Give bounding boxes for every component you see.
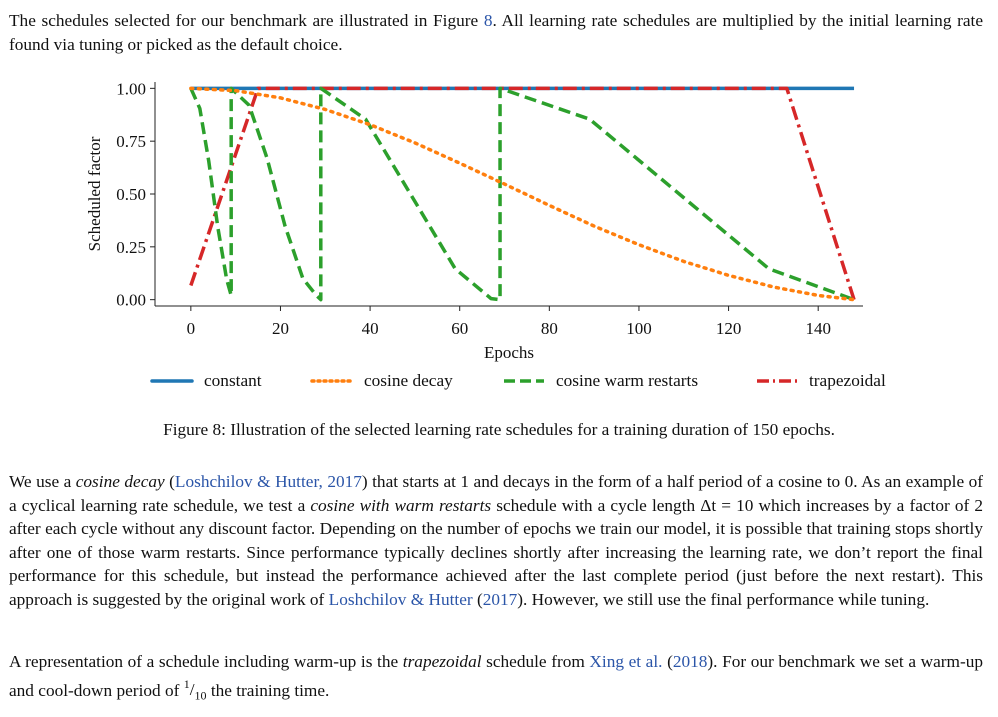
p1-text-4: schedule with a cycle length (491, 495, 701, 515)
p1-text-2: ( (164, 472, 175, 491)
citation-year-2017[interactable]: 2017 (482, 589, 518, 609)
legend-swatch-constant (150, 376, 194, 386)
p1-em-cosine-decay: cosine decay (75, 472, 165, 491)
x-axis-label: Epochs (483, 343, 535, 362)
citation-loshchilov-2[interactable]: Loshchilov & Hutter (328, 589, 473, 609)
p1-em-warm-restarts: cosine with warm restarts (310, 495, 492, 515)
x-tick-label: 100 (626, 319, 652, 338)
y-tick-label: 1.00 (116, 79, 146, 99)
chart-legend (0, 369, 998, 395)
y-tick-label: 0.25 (116, 237, 146, 257)
series-line-cosine-decay (191, 88, 854, 299)
p1-text-5: which increases by a factor of 2 after each cycle without any discount factor. Depending on the number of epochs we train our model, it is possible that training stops shortly after one of those warm restarts. Since performance typically declines shortly after increasing the learning rate, we don’t report the final performance for this schedule, but instead the performance achieved after the last complete period (just before the next restart). This approach is suggested by the original work of (9, 495, 983, 609)
legend-label-cosine-decay: cosine decay (364, 371, 453, 390)
body-paragraph-2 (9, 650, 983, 708)
legend-item-cosine-decay (310, 369, 453, 393)
x-tick-label: 20 (271, 319, 289, 338)
figure-caption: Figure 8: Illustration of the selected learning rate schedules for a training duration of 150 epochs. (163, 420, 835, 439)
legend-item-cosine-warm-restarts (502, 369, 698, 393)
legend-swatch-trapezoidal (755, 376, 799, 386)
fraction-numerator: 1 (183, 677, 190, 692)
y-tick-label: 0.75 (116, 132, 146, 152)
body-paragraph-1 (9, 470, 983, 612)
legend-item-constant (150, 369, 262, 393)
legend-swatch-cosine-warm-restarts (502, 376, 546, 386)
p1-text-1: We use a (9, 472, 76, 491)
x-tick-label: 80 (540, 319, 558, 338)
p1-math-delta-t: Δt = 10 (700, 495, 754, 515)
p2-text-1: A representation of a schedule including warm-up is the (9, 652, 403, 671)
intro-paragraph (9, 9, 983, 56)
p1-text-3: ) that starts at 1 and decays in the form of a half period of a cosine to 0. As an example of a cyclical learning rate schedule, we test a (9, 472, 983, 515)
x-tick-label: 60 (451, 319, 469, 338)
legend-label-constant: constant (204, 371, 262, 390)
x-tick-label: 120 (715, 319, 742, 338)
x-tick-label: 40 (361, 319, 379, 338)
p1-text-7: ). However, we still use the final performance while tuning. (517, 589, 930, 609)
p2-text-4: ). For our benchmark we set a warm-up and cool-down period of (9, 652, 984, 700)
intro-text-1: The schedules selected for our benchmark are illustrated in Figure (9, 11, 484, 30)
fraction-one-tenth: $^1/_{10}$ (183, 677, 207, 703)
legend-label-trapezoidal: trapezoidal (809, 371, 886, 390)
y-tick-label: 0.50 (116, 185, 146, 204)
legend-item-trapezoidal (755, 369, 886, 393)
citation-xing[interactable]: Xing et al. (589, 652, 663, 671)
p2-text-2: schedule from (481, 652, 590, 671)
schedule-chart (0, 70, 998, 370)
citation-year-2018[interactable]: 2018 (672, 652, 708, 671)
citation-loshchilov-1[interactable]: Loshchilov & Hutter, 2017 (174, 472, 362, 491)
figure-link[interactable]: 8 (483, 11, 493, 30)
x-tick-label: 0 (186, 319, 196, 338)
x-tick-label: 140 (805, 319, 831, 338)
y-axis-label: Scheduled factor (85, 136, 104, 252)
p1-text-6: ( (472, 589, 483, 609)
intro-text-2: . All learning rate schedules are multiplied by the initial learning rate found via tuning or picked as the default choice. (9, 11, 983, 54)
legend-swatch-cosine-decay (310, 376, 354, 386)
fraction-denominator: 10 (194, 688, 207, 703)
legend-label-cosine-warm-restarts: cosine warm restarts (556, 371, 699, 390)
p2-em-trapezoidal: trapezoidal (402, 652, 482, 671)
p2-text-3: ( (662, 652, 673, 671)
p2-text-5: the training time. (206, 680, 330, 700)
y-tick-label: 0.00 (116, 290, 146, 310)
